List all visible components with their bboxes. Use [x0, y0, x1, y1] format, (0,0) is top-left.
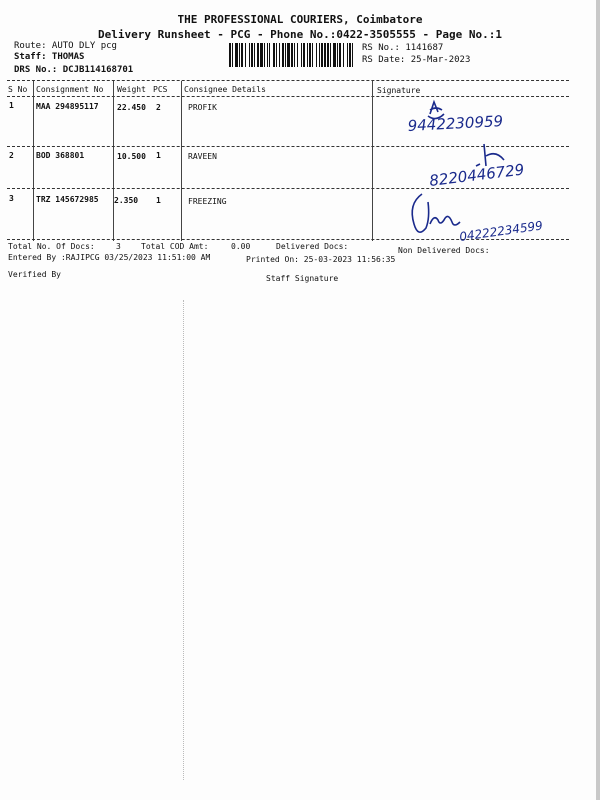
total-cod-label: Total COD Amt:: [141, 242, 209, 251]
row-weight: 2.350: [114, 196, 139, 205]
staff-signature: Staff Signature: [266, 274, 339, 283]
barcode-bar: [352, 43, 353, 67]
barcode-bar: [327, 43, 329, 67]
col-pcs: PCS: [153, 85, 168, 94]
fold-line: [183, 300, 184, 780]
barcode-bar: [297, 43, 298, 67]
runsheet-title: Delivery Runsheet - PCG - Phone No.:0422-3505555 - Page No.:1: [98, 28, 502, 41]
row-consignment: MAA 294895117: [36, 102, 99, 111]
col-divider: [113, 81, 114, 241]
row-sno: 1: [9, 101, 14, 110]
row-consignee: FREEZING: [188, 197, 227, 206]
barcode-bar: [251, 43, 253, 67]
col-divider: [33, 81, 34, 241]
barcode-bar: [330, 43, 331, 67]
handwritten-phone-1: 9442230959: [407, 112, 504, 135]
barcode-bar: [333, 43, 336, 67]
row-pcs: 1: [156, 196, 161, 205]
row-sno: 3: [9, 194, 14, 203]
signature-mark: [412, 194, 460, 232]
barcode-bar: [276, 43, 277, 67]
barcode-bar: [282, 43, 284, 67]
scan-edge: [596, 0, 600, 800]
delivered-docs-label: Delivered Docs:: [276, 242, 349, 251]
row-consignee: PROFIK: [188, 103, 217, 112]
col-signature: Signature: [377, 86, 421, 95]
barcode-bar: [245, 43, 246, 67]
barcode-bar: [343, 43, 344, 67]
entered-by: Entered By :RAJIPCG 03/25/2023 11:51:00 AM: [8, 253, 211, 262]
barcode-bar: [316, 43, 317, 67]
barcode-bar: [260, 43, 263, 67]
barcode-bar: [319, 43, 320, 67]
total-docs-label: Total No. Of Docs:: [8, 242, 95, 251]
barcode-bar: [239, 43, 240, 67]
handwritten-phone-2: 8220446729: [428, 160, 526, 190]
barcode-bar: [249, 43, 250, 67]
barcode-bar: [232, 43, 233, 67]
barcode-bar: [254, 43, 255, 67]
barcode-bar: [324, 43, 326, 67]
barcode-bar: [321, 43, 323, 67]
barcode-bar: [312, 43, 313, 67]
route-label: Route: AUTO DLY pcg: [14, 41, 117, 51]
barcode-bar: [309, 43, 311, 67]
rs-date: RS Date: 25-Mar-2023: [362, 55, 471, 65]
row-sno: 2: [9, 151, 14, 160]
row-weight: 10.500: [117, 152, 146, 161]
col-consignee: Consignee Details: [184, 85, 266, 94]
barcode-bar: [257, 43, 259, 67]
row-consignment: TRZ 145672985: [36, 195, 99, 204]
barcode-bar: [349, 43, 351, 67]
staff-label: Staff: THOMAS: [14, 52, 85, 62]
barcode-bar: [291, 43, 293, 67]
total-cod-value: 0.00: [231, 242, 251, 251]
row-pcs: 2: [156, 103, 161, 112]
handwritten-phone-3: 04222234599: [458, 218, 544, 244]
total-docs-value: 3: [116, 242, 121, 251]
verified-by: Verified By: [8, 270, 61, 279]
row-pcs: 1: [156, 151, 161, 160]
barcode-bar: [229, 43, 231, 67]
barcode-bar: [337, 43, 338, 67]
rs-number: RS No.: 1141687: [362, 43, 444, 53]
barcode-bar: [235, 43, 238, 67]
non-delivered-docs-label: Non Delivered Docs:: [398, 246, 490, 255]
col-divider: [181, 81, 182, 241]
col-sno: S No: [8, 85, 28, 94]
barcode-bar: [307, 43, 308, 67]
barcode-bar: [347, 43, 348, 67]
company-title: THE PROFESSIONAL COURIERS, Coimbatore: [177, 13, 423, 26]
row-consignee: RAVEEN: [188, 152, 217, 161]
barcode-bar: [273, 43, 275, 67]
barcode-bar: [303, 43, 305, 67]
row-consignment: BOD 368801: [36, 151, 85, 160]
barcode-bar: [285, 43, 286, 67]
barcode-bar: [279, 43, 280, 67]
barcode-bar: [301, 43, 302, 67]
col-consignment: Consignment No: [36, 85, 104, 94]
printed-on: Printed On: 25-03-2023 11:56:35: [246, 255, 396, 264]
signature-area: [372, 96, 572, 246]
barcode-bar: [294, 43, 295, 67]
drs-number: DRS No.: DCJB114168701: [14, 65, 134, 75]
col-weight: Weight: [117, 85, 146, 94]
barcode-bar: [264, 43, 265, 67]
barcode-bar: [287, 43, 290, 67]
barcode: [229, 43, 355, 67]
barcode-bar: [339, 43, 341, 67]
barcode-bar: [269, 43, 270, 67]
table-top-rule: [7, 80, 569, 81]
barcode-bar: [241, 43, 243, 67]
barcode-bar: [267, 43, 268, 67]
row-weight: 22.450: [117, 103, 146, 112]
